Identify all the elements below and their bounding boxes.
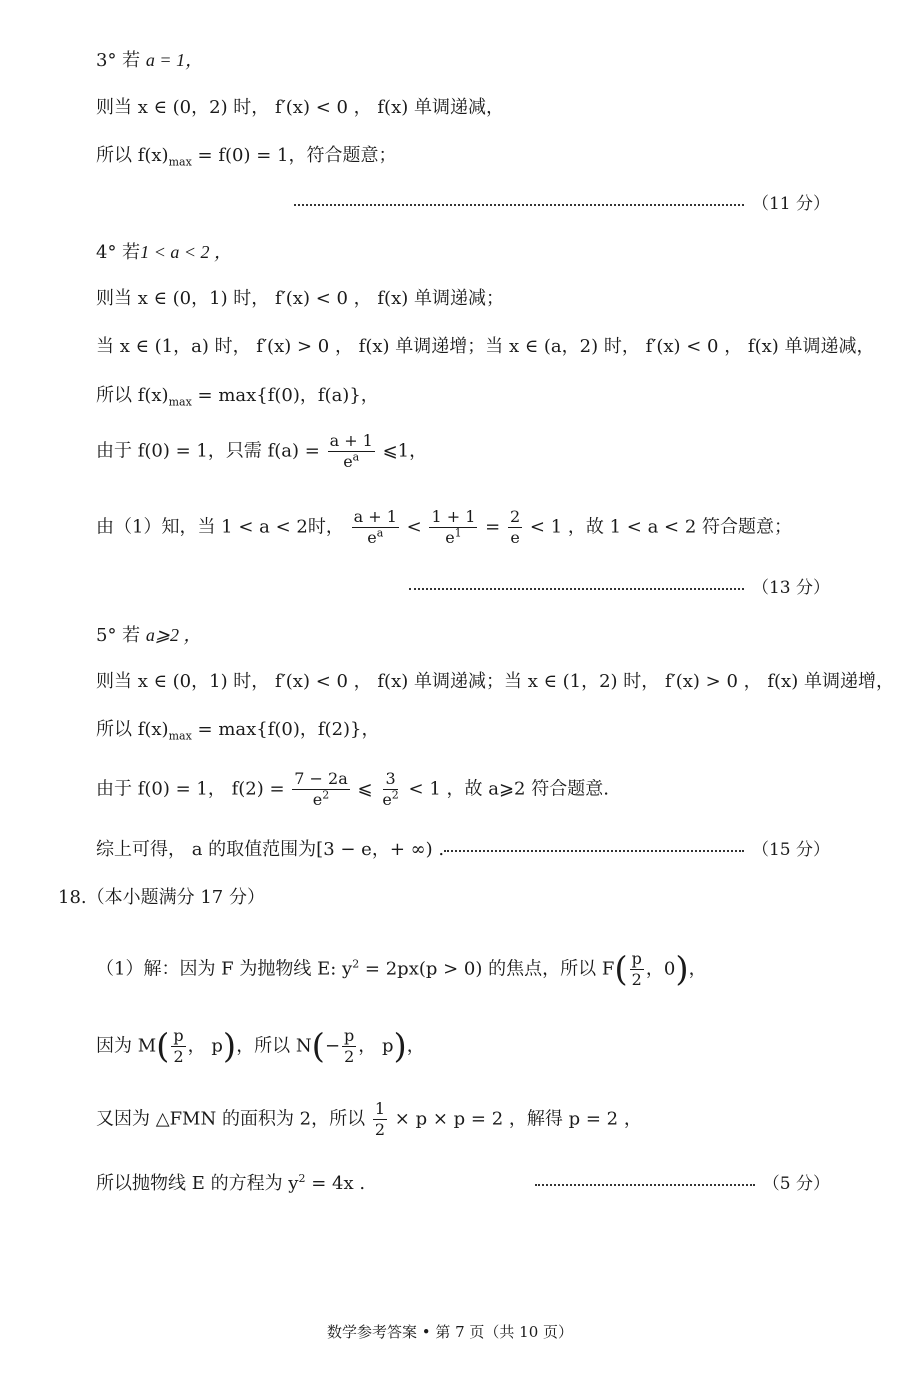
case5-score: （15 分） <box>444 838 830 862</box>
case5-line1: 则当 x ∈ (0，1) 时， f′(x) < 0 ， f(x) 单调递减；当 x ∈ (1，2) 时， f′(x) > 0 ， f(x) 单调递增， <box>96 671 894 692</box>
fraction: $\frac{1 + 1}{e^1}$ <box>431 507 476 547</box>
page-footer: 数学参考答案 • 第 7 页（共 10 页） <box>326 1323 574 1341</box>
fraction: $\frac{p}{2}$ <box>631 949 642 989</box>
case5-conclusion: 综上可得， a 的取值范围为[3 − e，+ ∞) . <box>96 839 445 860</box>
case5-line3: 由于 f(0) = 1， f(2) = $\frac{7 - 2a}{e^2}$ ⩽ $\frac{3}{e^2}$ < 1 ，故 a⩾2 符合题意. <box>96 769 609 809</box>
case4-heading: 4° 若1 < a < 2 ， <box>96 242 232 263</box>
case4-line2: 当 x ∈ (1，a) 时， f′(x) > 0 ， f(x) 单调递增；当 x ∈ (a，2) 时， f′(x) < 0 ， f(x) 单调递减， <box>96 336 875 357</box>
q18-line4: 所以抛物线 E 的方程为 $y^2 = 4x$ . <box>96 1172 366 1194</box>
q18-score: （5 分） <box>535 1172 830 1196</box>
dotted-leader <box>409 586 744 590</box>
fraction: $\frac{3}{e^2}$ <box>382 769 399 809</box>
q18-line3: 又因为 △FMN 的面积为 2，所以 $\frac{1}{2}$ × p × p = 2 ，解得 p = 2 ， <box>96 1099 642 1139</box>
q18-line2: 因为 M( $\frac{p}{2}$ ， p)，所以 N(− $\frac{p}{2}$ ， p)， <box>96 1026 425 1067</box>
q18-line1: （1）解：因为 F 为抛物线 E: $y^2 = 2px(p > 0)$ 的焦点，所以 F( $\frac{p}{2}$ ，0)， <box>96 949 707 990</box>
fraction: $\frac{p}{2}$ <box>344 1026 355 1066</box>
fraction: $\frac{a + 1}{e^a}$ <box>329 431 373 471</box>
case4-line4: 由于 f(0) = 1，只需 f(a) = $\frac{a + 1}{e^a}$ ⩽1， <box>96 431 428 471</box>
dotted-leader <box>444 848 744 852</box>
case4-line5: 由（1）知，当 1 < a < 2时， $\frac{a + 1}{e^a}$ < $\frac{1 + 1}{e^1}$ = $\frac{2}{e}$ < 1 ，故 1 < a < 2 符合题意； <box>96 507 792 547</box>
case4-line3: 所以 $f(x)_{max} = \max\{f(0)$，f(a)}， <box>96 385 379 409</box>
dotted-leader <box>294 202 744 206</box>
case5-line2: 所以 $f(x)_{max} = \max\{f(0)$，f(2)}， <box>96 719 380 743</box>
fraction: $\frac{1}{2}$ <box>374 1099 386 1139</box>
fraction: $\frac{2}{e}$ <box>509 507 521 547</box>
case3-heading: 3° 若 a = 1， <box>96 50 204 71</box>
fraction: $\frac{7 - 2a}{e^2}$ <box>294 769 348 809</box>
question-18-title: 18.（本小题满分 17 分） <box>58 887 265 908</box>
case3-line2: 所以 $f(x)_{max} = f(0) = 1$，符合题意； <box>96 145 397 169</box>
case4-line1: 则当 x ∈ (0，1) 时， f′(x) < 0 ， f(x) 单调递减； <box>96 288 504 309</box>
fraction: $\frac{p}{2}$ <box>173 1026 184 1066</box>
case5-heading: 5° 若 a⩾2 ， <box>96 625 202 646</box>
case4-score: （13 分） <box>409 576 830 600</box>
dotted-leader <box>535 1182 755 1186</box>
fraction: $\frac{a + 1}{e^a}$ <box>353 507 397 547</box>
case3-line1: 则当 x ∈ (0，2) 时， f′(x) < 0 ， f(x) 单调递减， <box>96 97 504 118</box>
case3-score: （11 分） <box>294 192 830 216</box>
